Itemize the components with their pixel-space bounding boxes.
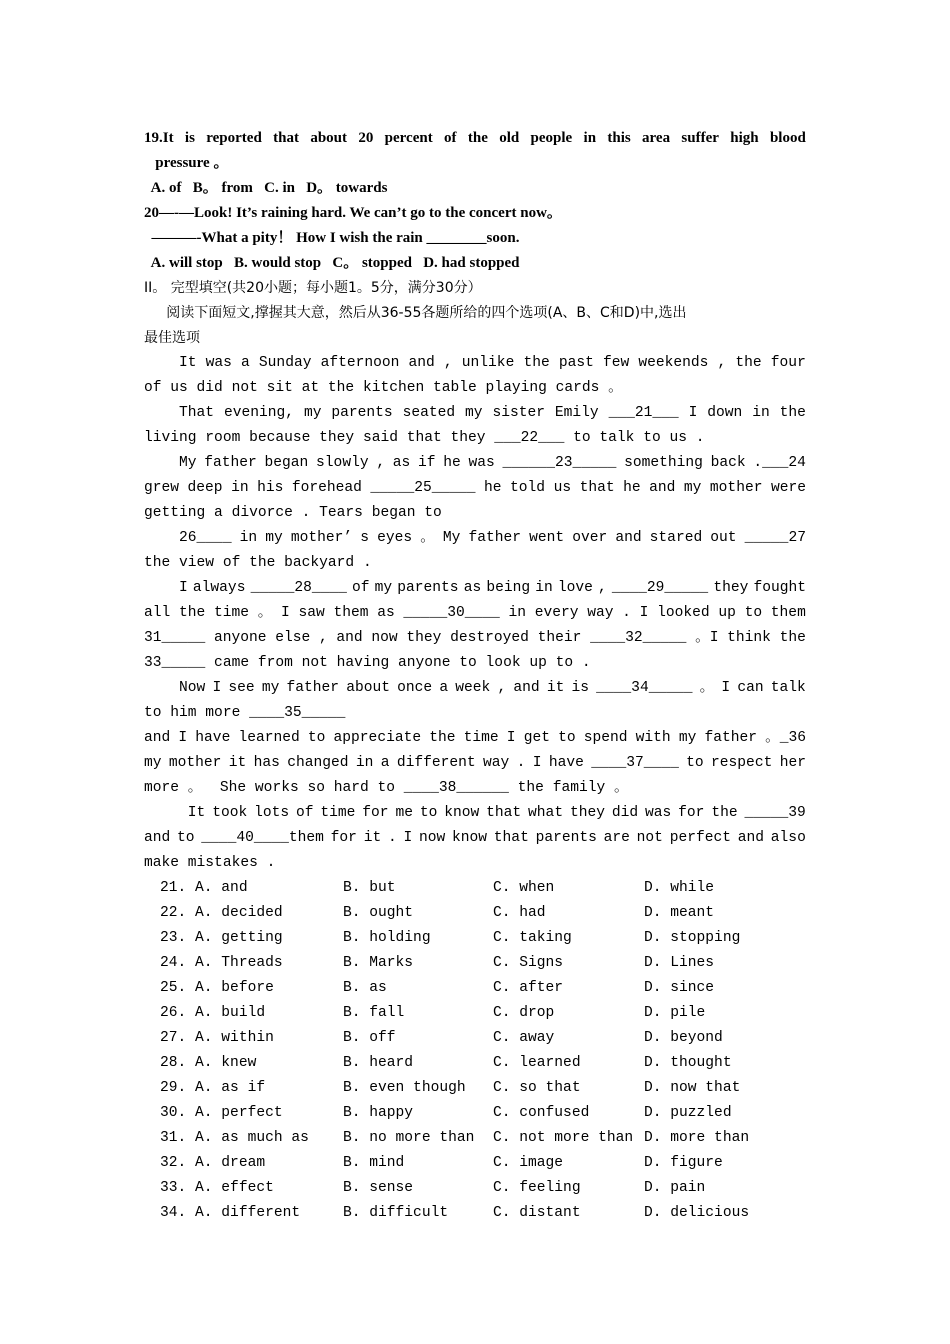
exam-page [144,126,806,1226]
q19-word: 19.It [144,130,174,146]
q19-stem-line1 [144,126,806,151]
option-c: C. Signs [493,955,564,971]
q19-word: reported [206,130,262,146]
option-a: 27. A. within [160,1030,274,1046]
option-a: 23. A. getting [160,930,283,946]
option-c: C. distant [493,1205,581,1221]
passage-line: and I have learned to appreciate the time I get to spend with my father 。_36 [144,730,806,746]
passage-line: That evening, my parents seated my sister Emily ___21___ I down in the [144,405,806,421]
q19-word: that [273,130,299,146]
option-row [144,1001,806,1026]
passage-line: of us did not sit at the kitchen table playing cards 。 [144,380,623,396]
option-b: B. mind [343,1155,405,1171]
option-b: B. holding [343,930,431,946]
q19-word: this [607,130,631,146]
option-row [144,951,806,976]
q19-word: of [444,130,457,146]
passage-line: the view of the backyard . [144,555,372,571]
option-row [144,1076,806,1101]
option-b: B. ought [343,905,414,921]
section-heading: II。 完型填空(共20小题；每小题1。5分，满分30分） [144,280,482,296]
q19-options: A. of B。 from C. in D。 towards [144,180,388,196]
passage-line: It took lots of time for me to know that what they did was for the _____39 [144,805,806,821]
q19-stem-line2: pressure 。 [144,155,229,171]
passage-line: living room because they said that they ___22___ to talk to us . [144,430,705,446]
option-row [144,976,806,1001]
q19-word: 20 [358,130,374,146]
option-d: D. now that [644,1080,741,1096]
option-b: B. happy [343,1105,414,1121]
section-instruction-line2: 最佳选项 [144,330,200,346]
option-a: 25. A. before [160,980,274,996]
option-c: C. image [493,1155,564,1171]
option-d: D. delicious [644,1205,750,1221]
option-d: D. pain [644,1180,706,1196]
option-c: C. drop [493,1005,555,1021]
option-row [144,1126,806,1151]
q19-word: the [467,130,488,146]
option-d: D. puzzled [644,1105,732,1121]
option-a: 33. A. effect [160,1180,274,1196]
section-instruction-line1: 阅读下面短文,撑握其大意，然后从36-55各题所给的四个选项(A、B、C和D)中,选出 [144,305,687,321]
q19-word: suffer [681,130,719,146]
option-a: 34. A. different [160,1205,301,1221]
option-c: C. when [493,880,555,896]
option-row [144,1101,806,1126]
option-b: B. off [343,1030,396,1046]
q19-word: is [184,130,195,146]
option-a: 26. A. build [160,1005,266,1021]
option-d: D. meant [644,905,715,921]
option-a: 22. A. decided [160,905,283,921]
q19-word: percent [384,130,433,146]
option-d: D. figure [644,1155,723,1171]
q19-word: about [310,130,347,146]
passage-line: make mistakes . [144,855,276,871]
q19-word: high [730,130,759,146]
option-row [144,1176,806,1201]
passage-line: getting a divorce . Tears began to [144,505,442,521]
option-d: D. stopping [644,930,741,946]
option-a: 24. A. Threads [160,955,283,971]
option-b: B. no more than [343,1130,475,1146]
option-b: B. heard [343,1055,414,1071]
q19-word: blood [769,130,806,146]
passage-line: 33_____ came from not having anyone to look up to . [144,655,591,671]
option-row [144,876,806,901]
q20-options: A. will stop B. would stop C。 stopped D. had stopped [144,255,520,271]
option-d: D. more than [644,1130,750,1146]
option-d: D. Lines [644,955,715,971]
passage-line: My father began slowly , as if he was ______23_____ something back .___24 [144,455,806,471]
q19-word: old [499,130,520,146]
option-b: B. difficult [343,1205,449,1221]
option-c: C. after [493,980,564,996]
option-b: B. even though [343,1080,466,1096]
option-c: C. feeling [493,1180,581,1196]
option-d: D. while [644,880,715,896]
option-d: D. pile [644,1005,706,1021]
passage-line: my mother it has changed in a different way . I have ____37____ to respect her [144,755,806,771]
option-row [144,901,806,926]
option-a: 29. A. as if [160,1080,266,1096]
option-a: 21. A. and [160,880,248,896]
option-c: C. away [493,1030,555,1046]
passage-line: 26____ in my mother’ s eyes 。 My father went over and stared out _____27 [144,530,806,546]
passage-line: I always _____28____ of my parents as being in love , ____29_____ they fought [144,580,806,596]
q19-word: area [642,130,671,146]
cloze-options [144,876,806,1226]
option-a: 31. A. as much as [160,1130,309,1146]
option-row [144,1051,806,1076]
option-b: B. fall [343,1005,405,1021]
q20-stem-line1: 20—-—Look! It’s raining hard. We can’t go to the concert now。 [144,205,562,221]
option-row [144,1026,806,1051]
option-d: D. thought [644,1055,732,1071]
option-row [144,1201,806,1226]
passage-line: and to ____40____them for it . I now know that parents are not perfect and also [144,830,806,846]
passage-line: grew deep in his forehead _____25_____ he told us that he and my mother were [144,480,806,496]
option-b: B. as [343,980,387,996]
passage-line: more 。 She works so hard to ____38______ the family 。 [144,780,629,796]
option-b: B. sense [343,1180,414,1196]
option-b: B. Marks [343,955,414,971]
option-c: C. learned [493,1055,581,1071]
option-b: B. but [343,880,396,896]
option-a: 32. A. dream [160,1155,266,1171]
option-a: 30. A. perfect [160,1105,283,1121]
passage-line: all the time 。 I saw them as _____30____ in every way . I looked up to them [144,605,806,621]
cloze-passage [144,351,806,876]
option-row [144,1151,806,1176]
option-c: C. so that [493,1080,581,1096]
q19-word: in [583,130,597,146]
option-c: C. had [493,905,546,921]
q20-stem-line2: ———-What a pity！ How I wish the rain ________soon. [144,230,520,246]
passage-line: Now I see my father about once a week , and it is ____34_____ 。 I can talk [144,680,806,696]
passage-line: to him more ____35_____ [144,705,346,721]
q19-word: people [530,130,573,146]
option-c: C. not more than [493,1130,634,1146]
option-a: 28. A. knew [160,1055,257,1071]
option-c: C. confused [493,1105,590,1121]
option-c: C. taking [493,930,572,946]
passage-line: 31_____ anyone else , and now they destroyed their ____32_____ 。I think the [144,630,806,646]
option-d: D. since [644,980,715,996]
option-d: D. beyond [644,1030,723,1046]
option-row [144,926,806,951]
passage-line: It was a Sunday afternoon and , unlike the past few weekends , the four [144,355,806,371]
